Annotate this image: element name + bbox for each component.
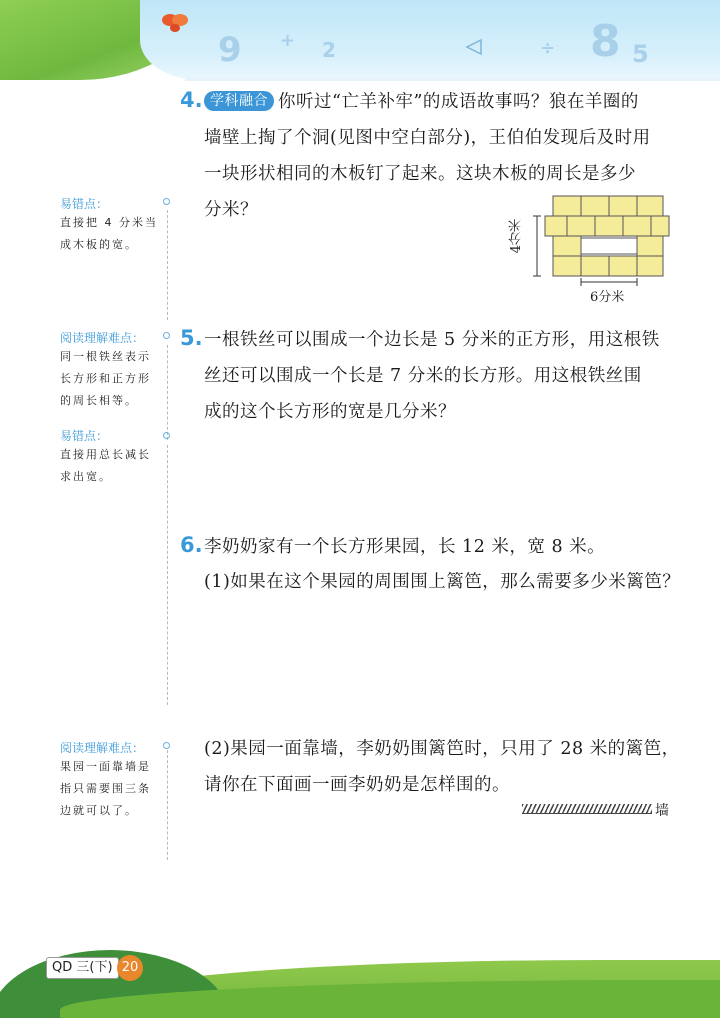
problem-line: 一根铁丝可以围成一个边长是 5 分米的正方形，用这根铁 [204, 330, 660, 350]
note-title: 易错点： [60, 429, 109, 443]
problem-number: 4. [180, 88, 203, 112]
wall-hole [581, 238, 637, 254]
note-marker-icon [163, 742, 170, 749]
decor-symbol: ÷ [540, 38, 556, 59]
margin-note-mistake [60, 427, 170, 488]
note-marker-icon [163, 332, 170, 339]
note-line: 长方形和正方形 [60, 372, 151, 385]
decor-digit: 5 [632, 40, 649, 68]
note-title: 阅读理解难点： [60, 331, 145, 345]
page-number: 20 [117, 955, 143, 981]
note-title: 易错点： [60, 197, 109, 211]
wall-hatch [522, 804, 652, 814]
note-line: 直接把 4 分米当 [60, 216, 158, 229]
width-label: 6分米 [590, 290, 625, 305]
note-line: 同一根铁丝表示 [60, 350, 151, 363]
problem-number: 5. [180, 326, 203, 350]
note-marker-icon [163, 198, 170, 205]
margin-note-reading [60, 739, 170, 822]
problem-line: (2)果园一面靠墙，李奶奶围篱笆时，只用了 28 米的篱笆， [204, 739, 680, 759]
butterfly-icon [160, 8, 190, 36]
problem-line: 一块形状相同的木板钉了起来。这块木板的周长是多少 [204, 164, 636, 184]
problem-line: 请你在下面画一画李奶奶是怎样围的。 [204, 775, 510, 795]
note-title: 阅读理解难点： [60, 741, 145, 755]
note-marker-icon [163, 432, 170, 439]
problem-6-question-1: (1)如果在这个果园的周围围上篱笆，那么需要多少米篱笆？ [204, 572, 681, 592]
problem-line: 墙壁上掏了个洞(见图中空白部分)，王伯伯发现后及时用 [204, 128, 651, 148]
problem-6-question-2 [204, 731, 684, 803]
problem-line: 分米？ [204, 200, 258, 220]
book-label: QD 三(下) [46, 957, 119, 979]
header-divider [185, 78, 720, 81]
note-line: 的周长相等。 [60, 394, 138, 407]
note-line: 边就可以了。 [60, 804, 138, 817]
problem-line: 丝还可以围成一个长是 7 分米的长方形。用这根铁丝围 [204, 366, 642, 386]
decor-symbol: + [280, 30, 296, 51]
height-label: 4分米 [509, 219, 524, 254]
decor-digit: 8 [590, 16, 621, 67]
note-line: 成木板的宽。 [60, 238, 138, 251]
margin-note-reading [60, 329, 170, 412]
note-line: 求出宽。 [60, 470, 112, 483]
problem-6-intro: 李奶奶家有一个长方形果园，长 12 米，宽 8 米。 [204, 537, 606, 557]
brick-wall-figure [505, 190, 675, 300]
decor-digit: 9 [218, 30, 242, 70]
note-line: 指只需要围三条 [60, 782, 151, 795]
note-line: 果园一面靠墙是 [60, 760, 151, 773]
problem-line: 成的这个长方形的宽是几分米？ [204, 402, 456, 422]
problem-number: 6. [180, 533, 203, 557]
margin-note-mistake [60, 195, 170, 256]
note-line: 直接用总长减长 [60, 448, 151, 461]
triangle-icon [465, 38, 483, 56]
wall-label: 墙 [655, 803, 669, 819]
subject-tag: 学科融合 [204, 91, 274, 111]
problem-line: 你听过“亡羊补牢”的成语故事吗？狼在羊圈的 [278, 92, 639, 112]
problem-4-text [204, 84, 674, 120]
problem-5-text [204, 322, 679, 430]
header-banner [0, 0, 720, 80]
decor-digit: 2 [322, 38, 336, 62]
